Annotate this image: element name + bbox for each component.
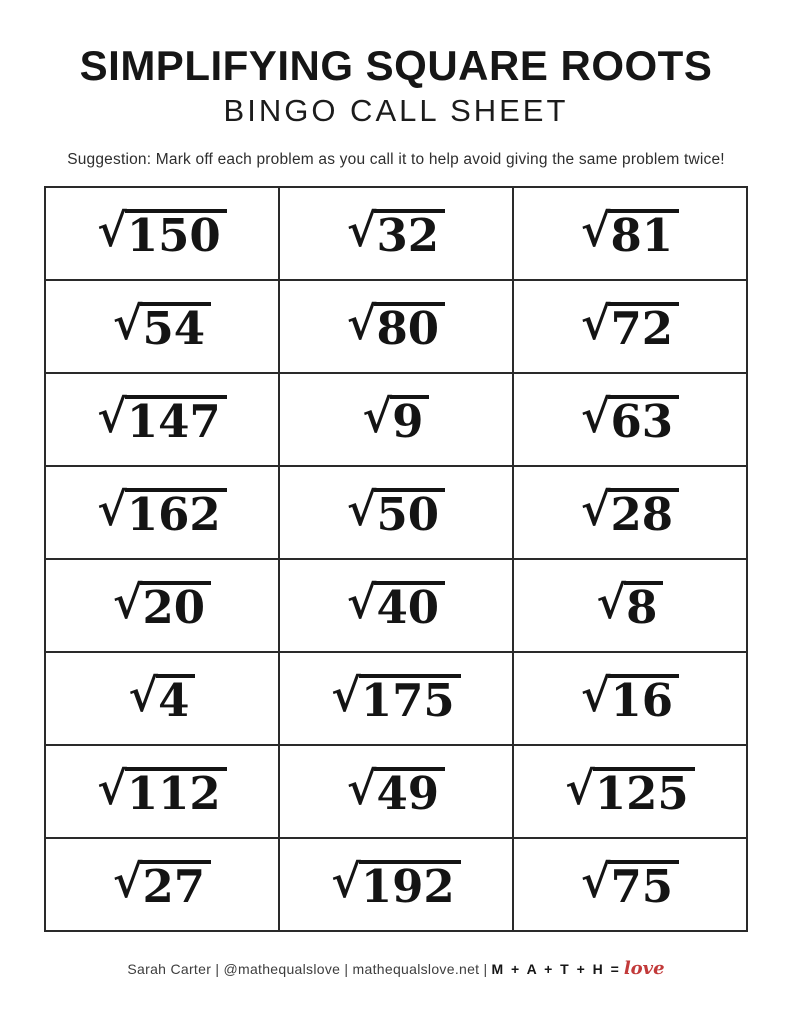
sqrt-cell bbox=[513, 280, 747, 373]
radicand: 16 bbox=[608, 674, 679, 723]
sqrt-cell bbox=[513, 559, 747, 652]
radical-sign: √ bbox=[596, 575, 627, 629]
radicand: 49 bbox=[374, 767, 445, 816]
sqrt-expression bbox=[580, 203, 679, 262]
sqrt-expression bbox=[346, 203, 445, 262]
grid-row bbox=[45, 745, 747, 838]
sqrt-cell bbox=[279, 187, 513, 280]
sqrt-cell bbox=[513, 838, 747, 931]
sqrt-expression bbox=[97, 482, 227, 541]
radical-sign: √ bbox=[112, 575, 143, 629]
call-sheet-grid bbox=[44, 186, 748, 932]
radical-sign: √ bbox=[97, 389, 127, 443]
sqrt-cell bbox=[45, 745, 279, 838]
sqrt-expression bbox=[596, 575, 664, 634]
radical-sign: √ bbox=[346, 482, 377, 536]
sqrt-cell bbox=[279, 373, 513, 466]
sqrt-cell bbox=[513, 745, 747, 838]
sqrt-expression bbox=[346, 575, 445, 634]
grid-row bbox=[45, 187, 747, 280]
radicand: 40 bbox=[374, 581, 445, 630]
radicand: 175 bbox=[359, 674, 461, 723]
radicand: 20 bbox=[140, 581, 211, 630]
grid-row bbox=[45, 280, 747, 373]
sqrt-cell bbox=[279, 652, 513, 745]
radical-sign: √ bbox=[346, 296, 377, 350]
sqrt-expression bbox=[580, 668, 679, 727]
radical-sign: √ bbox=[362, 389, 393, 443]
sqrt-expression bbox=[565, 761, 695, 820]
sqrt-cell bbox=[279, 466, 513, 559]
radicand: 27 bbox=[140, 860, 211, 909]
sqrt-cell bbox=[45, 466, 279, 559]
sqrt-expression bbox=[112, 575, 211, 634]
sqrt-expression bbox=[346, 482, 445, 541]
sqrt-cell bbox=[513, 652, 747, 745]
radical-sign: √ bbox=[112, 296, 143, 350]
sqrt-expression bbox=[112, 296, 211, 355]
radicand: 150 bbox=[125, 209, 227, 258]
sqrt-expression bbox=[97, 389, 227, 448]
page-subtitle: BINGO CALL SHEET bbox=[223, 93, 569, 129]
radical-sign: √ bbox=[565, 761, 595, 815]
sqrt-cell bbox=[513, 373, 747, 466]
sqrt-expression bbox=[580, 854, 679, 913]
grid-row bbox=[45, 466, 747, 559]
sqrt-cell bbox=[279, 838, 513, 931]
sqrt-cell bbox=[45, 187, 279, 280]
sqrt-cell bbox=[513, 187, 747, 280]
sqrt-expression bbox=[346, 761, 445, 820]
radicand: 32 bbox=[374, 209, 445, 258]
radicand: 63 bbox=[608, 395, 679, 444]
sqrt-cell bbox=[513, 466, 747, 559]
sqrt-expression bbox=[346, 296, 445, 355]
grid-row bbox=[45, 838, 747, 931]
sqrt-cell bbox=[45, 373, 279, 466]
radical-sign: √ bbox=[580, 296, 611, 350]
sqrt-expression bbox=[97, 203, 227, 262]
sqrt-cell bbox=[45, 652, 279, 745]
radical-sign: √ bbox=[112, 854, 143, 908]
radical-sign: √ bbox=[580, 203, 611, 257]
suggestion-text: Suggestion: Mark off each problem as you call it to help avoid giving the same problem twice! bbox=[67, 150, 725, 168]
radicand: 192 bbox=[359, 860, 461, 909]
radicand: 75 bbox=[608, 860, 679, 909]
sqrt-expression bbox=[362, 389, 430, 448]
radicand: 81 bbox=[608, 209, 679, 258]
sqrt-expression bbox=[97, 761, 227, 820]
grid-row bbox=[45, 559, 747, 652]
sqrt-expression bbox=[128, 668, 196, 727]
footer-credit bbox=[0, 958, 792, 979]
radicand: 80 bbox=[374, 302, 445, 351]
sqrt-cell bbox=[279, 280, 513, 373]
radical-sign: √ bbox=[346, 761, 377, 815]
radical-sign: √ bbox=[128, 668, 159, 722]
radical-sign: √ bbox=[97, 203, 127, 257]
radical-sign: √ bbox=[346, 203, 377, 257]
sqrt-cell bbox=[279, 745, 513, 838]
radicand: 125 bbox=[593, 767, 695, 816]
radical-sign: √ bbox=[580, 668, 611, 722]
footer-credit-text: Sarah Carter | @mathequalslove | mathequalslove.net | bbox=[127, 960, 488, 977]
radicand: 162 bbox=[125, 488, 227, 537]
sqrt-cell bbox=[45, 280, 279, 373]
radical-sign: √ bbox=[580, 854, 611, 908]
page-title: SIMPLIFYING SQUARE ROOTS bbox=[79, 42, 713, 89]
sqrt-expression bbox=[580, 482, 679, 541]
sqrt-expression bbox=[580, 389, 679, 448]
sqrt-cell bbox=[45, 838, 279, 931]
radical-sign: √ bbox=[346, 575, 377, 629]
radicand: 54 bbox=[140, 302, 211, 351]
radical-sign: √ bbox=[580, 389, 611, 443]
footer-math-equation: M + A + T + H = bbox=[491, 960, 621, 977]
radical-sign: √ bbox=[97, 482, 127, 536]
footer-love-script: love bbox=[623, 957, 665, 979]
radicand: 72 bbox=[608, 302, 679, 351]
radical-sign: √ bbox=[331, 854, 361, 908]
sqrt-cell bbox=[45, 559, 279, 652]
radical-sign: √ bbox=[580, 482, 611, 536]
radicand: 50 bbox=[374, 488, 445, 537]
grid-row bbox=[45, 373, 747, 466]
radicand: 147 bbox=[125, 395, 227, 444]
sqrt-expression bbox=[331, 668, 461, 727]
radicand: 8 bbox=[624, 581, 663, 630]
grid-row bbox=[45, 652, 747, 745]
sqrt-expression bbox=[580, 296, 679, 355]
radicand: 9 bbox=[390, 395, 429, 444]
sqrt-expression bbox=[331, 854, 461, 913]
sqrt-cell bbox=[279, 559, 513, 652]
radicand: 4 bbox=[156, 674, 195, 723]
radical-sign: √ bbox=[97, 761, 127, 815]
radical-sign: √ bbox=[331, 668, 361, 722]
sqrt-expression bbox=[112, 854, 211, 913]
radicand: 112 bbox=[125, 767, 227, 816]
radicand: 28 bbox=[608, 488, 679, 537]
